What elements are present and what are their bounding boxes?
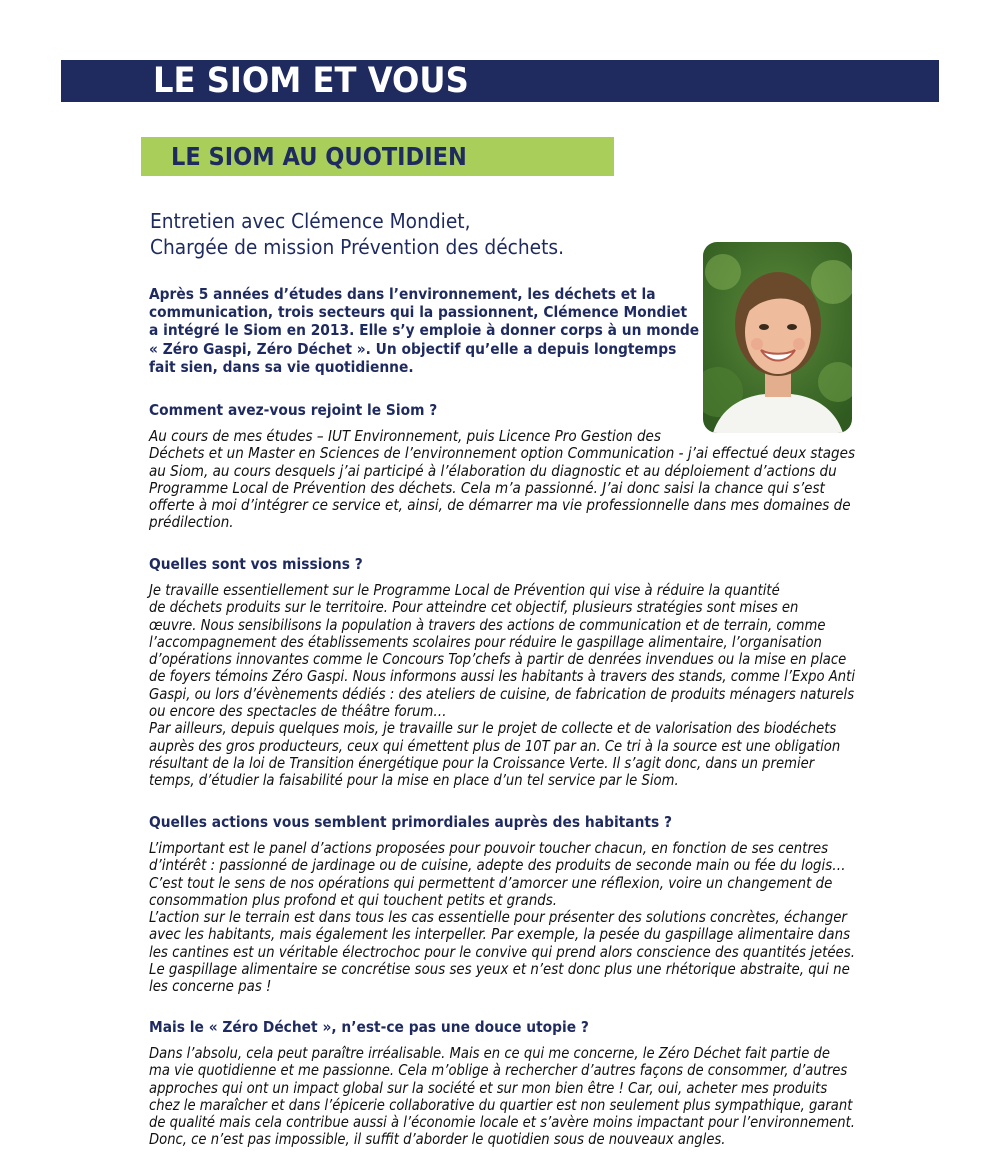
lead-line: Après 5 années d’études dans l’environnement, les déchets et la — [149, 285, 656, 303]
answer-line: approches qui ont un impact global sur la société et sur mon bien être ! Car, oui, acheter mes produits — [149, 1078, 828, 1097]
answer-line: Gaspi, ou lors d’évènements dédiés : des ateliers de cuisine, de fabrication de produits ménagers naturels — [149, 684, 855, 703]
question-heading: Mais le « Zéro Déchet », n’est-ce pas une douce utopie ? — [149, 1018, 589, 1036]
intro-line: Chargée de mission Prévention des déchets. — [150, 235, 564, 259]
answer-line: prédilection. — [149, 513, 234, 532]
answer-line: temps, d’étudier la faisabilité pour la mise en place d’un tel service par le Siom. — [149, 771, 679, 790]
intro-line: Entretien avec Clémence Mondiet, — [150, 209, 471, 233]
answer-line: de déchets produits sur le territoire. Pour atteindre cet objectif, plusieurs stratégies sont mises en — [149, 598, 799, 617]
answer-line: Dans l’absolu, cela peut paraître irréalisable. Mais en ce qui me concerne, le Zéro Déchet fait partie de — [149, 1044, 830, 1062]
question-heading: Comment avez-vous rejoint le Siom ? — [149, 401, 438, 419]
lead-paragraph — [149, 285, 747, 376]
answer-line: l’accompagnement des établissements scolaires pour réduire le gaspillage alimentaire, l’organisation — [149, 632, 822, 651]
answer-line: résultant de la loi de Transition énergétique pour la Croissance Verte. Il s’agit donc, dans un premier — [149, 753, 815, 772]
answer-paragraph — [149, 428, 932, 532]
answer-line: d’intérêt : passionné de jardinage ou de cuisine, adepte des produits de seconde main ou fée du logis… — [149, 856, 846, 875]
answer-line: au Siom, au cours desquels j’ai participé à l’élaboration du diagnostic et au déploiement d’actions du — [149, 461, 837, 480]
question-heading: Quelles actions vous semblent primordiales auprès des habitants ? — [149, 813, 673, 831]
answer-line: Donc, ce n’est pas impossible, il suffit d’aborder le quotidien sous de nouveaux angles. — [149, 1130, 726, 1149]
answer-paragraph — [149, 582, 952, 790]
answer-line: de foyers témoins Zéro Gaspi. Nous informons aussi les habitants à travers des stands, comme l’Expo Anti — [149, 667, 855, 686]
page-title: LE SIOM ET VOUS — [153, 61, 469, 101]
answer-line: ou encore des spectacles de théâtre forum… — [149, 702, 447, 721]
answer-line: avec les habitants, mais également les interpeller. Par exemple, la pesée du gaspillage alimentaire dans — [149, 925, 851, 944]
answer-paragraph — [149, 1045, 953, 1149]
answer-line: œuvre. Nous sensibilisons la population à travers des actions de communication et de terrain, comme — [149, 615, 826, 634]
answer-line: Programme Local de Prévention des déchets. Cela m’a passionné. J’ai donc saisi la chance qui s’est — [149, 478, 825, 497]
answer-line: L’action sur le terrain est dans tous les cas essentielle pour présenter des solutions concrètes, échanger — [149, 908, 847, 927]
answer-line: ma vie quotidienne et me passionne. Cela m’oblige à rechercher d’autres façons de consommer, d’autres — [149, 1061, 848, 1080]
answer-line: les cantines est un véritable électrochoc pour le convive qui prend alors conscience des quantités jetées. — [149, 942, 855, 961]
question-heading: Quelles sont vos missions ? — [149, 555, 363, 573]
answer-paragraph — [149, 840, 941, 996]
answer-line: d’opérations innovantes comme le Concours Top’chefs à partir de denrées invendues ou la mise en place — [149, 650, 847, 669]
answer-line: Le gaspillage alimentaire se concrétise sous ses yeux et n’est donc plus une rhétorique abstraite, qui ne — [149, 960, 850, 979]
lead-line: communication, trois secteurs qui la passionnent, Clémence Mondiet — [149, 303, 688, 322]
answer-line: les concerne pas ! — [149, 977, 272, 996]
answer-line: L’important est le panel d’actions proposées pour pouvoir toucher chacun, en fonction de ses centres — [149, 839, 829, 857]
answer-line: offerte à moi d’intégrer ce service et, ainsi, de démarrer ma vie professionnelle dans mes domaines de — [149, 496, 851, 515]
interview-intro — [150, 208, 595, 260]
answer-line: C’est tout le sens de nos opérations qui permettent d’amorcer une réflexion, voire un changement de — [149, 873, 833, 892]
answer-line: chez le maraîcher et dans l’épicerie collaborative du quartier est non seulement plus sympathique, garant — [149, 1095, 853, 1114]
answer-line: Déchets et un Master en Sciences de l’environnement option Communication - j’ai effectué deux stages — [149, 444, 855, 463]
lead-line: « Zéro Gaspi, Zéro Déchet ». Un objectif qu’elle a depuis longtemps — [149, 339, 677, 358]
answer-line: consommation plus profond et qui touchent petits et grands. — [149, 890, 557, 909]
answer-line: de qualité mais cela contribue aussi à l’économie locale et s’avère moins impactant pour l’environnement. — [149, 1113, 855, 1132]
answer-line: Je travaille essentiellement sur le Programme Local de Prévention qui vise à réduire la quantité — [149, 581, 780, 599]
answer-line: auprès des gros producteurs, ceux qui émettent plus de 10T par an. Ce tri à la source est une obligation — [149, 736, 841, 755]
answer-line: Au cours de mes études – IUT Environnement, puis Licence Pro Gestion des — [149, 427, 661, 445]
lead-line: a intégré le Siom en 2013. Elle s’y emploie à donner corps à un monde — [149, 321, 700, 340]
lead-line: fait sien, dans sa vie quotidienne. — [149, 357, 414, 376]
answer-line: Par ailleurs, depuis quelques mois, je travaille sur le projet de collecte et de valorisation des biodéchets — [149, 719, 837, 738]
section-title: LE SIOM AU QUOTIDIEN — [171, 142, 467, 171]
